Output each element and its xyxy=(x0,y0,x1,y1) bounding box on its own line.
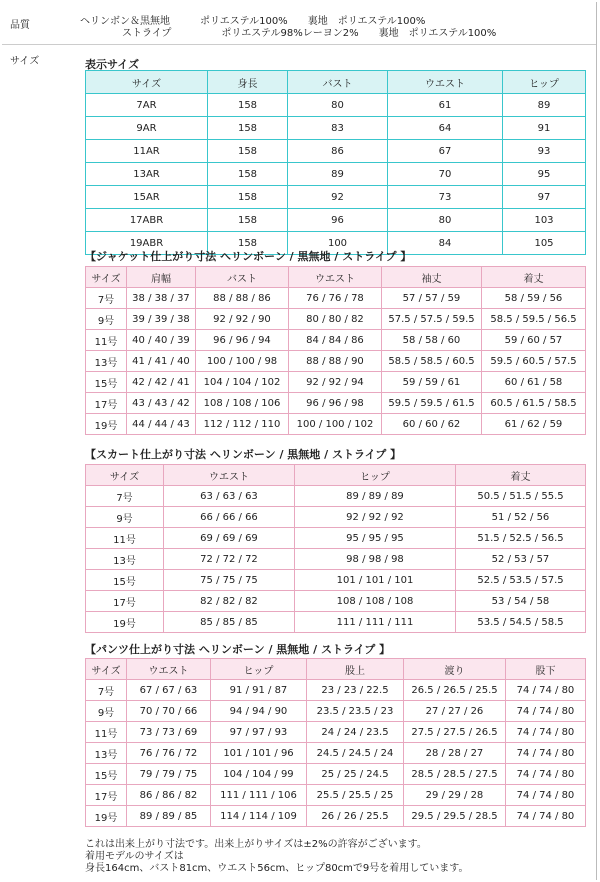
table-row xyxy=(86,528,586,549)
table-cell: 11号 xyxy=(86,722,127,743)
table-cell: 15AR xyxy=(86,186,208,209)
table-cell: 27.5 / 27.5 / 26.5 xyxy=(404,722,506,743)
table-cell: 29.5 / 29.5 / 28.5 xyxy=(404,806,506,827)
table-cell: 101 / 101 / 101 xyxy=(295,570,456,591)
table-cell: 13号 xyxy=(86,351,127,372)
quality-label: 品質 xyxy=(10,20,30,31)
table-row xyxy=(86,288,586,309)
table-cell: 19ABR xyxy=(86,232,208,255)
table-cell: 95 xyxy=(503,163,586,186)
table-cell: 24 / 24 / 23.5 xyxy=(307,722,404,743)
table-cell: 91 xyxy=(503,117,586,140)
table-cell: 74 / 74 / 80 xyxy=(506,680,586,701)
table-cell: 66 / 66 / 66 xyxy=(164,507,295,528)
table-cell: 7号 xyxy=(86,486,164,507)
table-cell: 44 / 44 / 43 xyxy=(127,414,196,435)
divider xyxy=(2,44,596,45)
table-row xyxy=(86,414,586,435)
table-cell: 15号 xyxy=(86,372,127,393)
table-cell: 57.5 / 57.5 / 59.5 xyxy=(382,309,482,330)
table-row xyxy=(86,612,586,633)
jacket-header-row xyxy=(86,267,586,288)
table-cell: 11号 xyxy=(86,528,164,549)
table-cell: 92 / 92 / 94 xyxy=(289,372,382,393)
skirt-header-row xyxy=(86,465,586,486)
table-cell: 28.5 / 28.5 / 27.5 xyxy=(404,764,506,785)
table-cell: 112 / 112 / 110 xyxy=(196,414,289,435)
display_size-header-row xyxy=(86,71,586,94)
column-header: サイズ xyxy=(86,465,164,486)
table-row xyxy=(86,507,586,528)
table-cell: 94 / 94 / 90 xyxy=(211,701,307,722)
column-header: サイズ xyxy=(86,71,208,94)
column-header: ウエスト xyxy=(388,71,503,94)
table-cell: 7AR xyxy=(86,94,208,117)
note-2: 着用モデルのサイズは xyxy=(85,851,184,862)
table-row xyxy=(86,486,586,507)
table-cell: 105 xyxy=(503,232,586,255)
table-row xyxy=(86,140,586,163)
table-cell: 58 / 59 / 56 xyxy=(482,288,586,309)
table-cell: 43 / 43 / 42 xyxy=(127,393,196,414)
table-cell: 19号 xyxy=(86,806,127,827)
table-cell: 13号 xyxy=(86,549,164,570)
table-cell: 73 xyxy=(388,186,503,209)
table-cell: 84 / 84 / 86 xyxy=(289,330,382,351)
table-cell: 7号 xyxy=(86,288,127,309)
table-cell: 23.5 / 23.5 / 23 xyxy=(307,701,404,722)
column-header: 股下 xyxy=(506,659,586,680)
table-cell: 59 / 60 / 57 xyxy=(482,330,586,351)
table-cell: 60 / 60 / 62 xyxy=(382,414,482,435)
table-cell: 51 / 52 / 56 xyxy=(456,507,586,528)
column-header: 股上 xyxy=(307,659,404,680)
table-cell: 9号 xyxy=(86,507,164,528)
table-cell: 93 xyxy=(503,140,586,163)
skirt-title: 【スカート仕上がり寸法 ヘリンボーン / 黒無地 / ストライプ 】 xyxy=(85,448,402,461)
table-cell: 88 / 88 / 90 xyxy=(289,351,382,372)
table-cell: 74 / 74 / 80 xyxy=(506,701,586,722)
table-cell: 158 xyxy=(208,140,288,163)
table-cell: 52 / 53 / 57 xyxy=(456,549,586,570)
table-cell: 95 / 95 / 95 xyxy=(295,528,456,549)
table-cell: 76 / 76 / 78 xyxy=(289,288,382,309)
table-row xyxy=(86,785,586,806)
table-row xyxy=(86,680,586,701)
table-cell: 19号 xyxy=(86,414,127,435)
table-cell: 96 / 96 / 98 xyxy=(289,393,382,414)
column-header: ウエスト xyxy=(164,465,295,486)
column-header: 着丈 xyxy=(456,465,586,486)
table-row xyxy=(86,743,586,764)
table-cell: 98 / 98 / 98 xyxy=(295,549,456,570)
table-cell: 158 xyxy=(208,232,288,255)
table-cell: 52.5 / 53.5 / 57.5 xyxy=(456,570,586,591)
table-cell: 74 / 74 / 80 xyxy=(506,722,586,743)
table-row xyxy=(86,117,586,140)
column-header: バスト xyxy=(196,267,289,288)
table-cell: 114 / 114 / 109 xyxy=(211,806,307,827)
table-cell: 13号 xyxy=(86,743,127,764)
table-cell: 79 / 79 / 75 xyxy=(127,764,211,785)
table-cell: 60 / 61 / 58 xyxy=(482,372,586,393)
table-cell: 89 / 89 / 89 xyxy=(295,486,456,507)
table-cell: 74 / 74 / 80 xyxy=(506,743,586,764)
table-cell: 64 xyxy=(388,117,503,140)
table-cell: 74 / 74 / 80 xyxy=(506,785,586,806)
display-size-title: 表示サイズ xyxy=(85,58,140,71)
table-row xyxy=(86,351,586,372)
column-header: 着丈 xyxy=(482,267,586,288)
table-cell: 40 / 40 / 39 xyxy=(127,330,196,351)
table-cell: 59.5 / 60.5 / 57.5 xyxy=(482,351,586,372)
display-size-table xyxy=(85,70,586,255)
table-cell: 111 / 111 / 111 xyxy=(295,612,456,633)
skirt-table xyxy=(85,464,586,633)
table-cell: 41 / 41 / 40 xyxy=(127,351,196,372)
table-cell: 104 / 104 / 99 xyxy=(211,764,307,785)
table-cell: 91 / 91 / 87 xyxy=(211,680,307,701)
pants-table xyxy=(85,658,586,827)
table-cell: 15号 xyxy=(86,570,164,591)
table-cell: 61 / 62 / 59 xyxy=(482,414,586,435)
table-row xyxy=(86,330,586,351)
table-cell: 57 / 57 / 59 xyxy=(382,288,482,309)
table-cell: 67 / 67 / 63 xyxy=(127,680,211,701)
table-cell: 74 / 74 / 80 xyxy=(506,764,586,785)
table-row xyxy=(86,591,586,612)
table-cell: 97 xyxy=(503,186,586,209)
table-cell: 38 / 38 / 37 xyxy=(127,288,196,309)
table-cell: 85 / 85 / 85 xyxy=(164,612,295,633)
table-cell: 88 / 88 / 86 xyxy=(196,288,289,309)
column-header: サイズ xyxy=(86,267,127,288)
table-cell: 89 xyxy=(503,94,586,117)
table-cell: 59.5 / 59.5 / 61.5 xyxy=(382,393,482,414)
table-cell: 17号 xyxy=(86,393,127,414)
table-cell: 101 / 101 / 96 xyxy=(211,743,307,764)
table-cell: 97 / 97 / 93 xyxy=(211,722,307,743)
table-cell: 39 / 39 / 38 xyxy=(127,309,196,330)
table-cell: 89 / 89 / 85 xyxy=(127,806,211,827)
table-cell: 83 xyxy=(288,117,388,140)
table-cell: 11号 xyxy=(86,330,127,351)
table-cell: 9AR xyxy=(86,117,208,140)
table-cell: 82 / 82 / 82 xyxy=(164,591,295,612)
table-cell: 72 / 72 / 72 xyxy=(164,549,295,570)
pants-title: 【パンツ仕上がり寸法 ヘリンボーン / 黒無地 / ストライプ 】 xyxy=(85,643,391,656)
column-header: ヒップ xyxy=(211,659,307,680)
table-cell: 100 / 100 / 98 xyxy=(196,351,289,372)
table-cell: 76 / 76 / 72 xyxy=(127,743,211,764)
table-cell: 13AR xyxy=(86,163,208,186)
note-3: 身長164cm、バスト81cm、ウエスト56cm、ヒップ80cmで9号を着用しています。 xyxy=(85,863,469,874)
table-cell: 111 / 111 / 106 xyxy=(211,785,307,806)
table-cell: 25 / 25 / 24.5 xyxy=(307,764,404,785)
table-cell: 58.5 / 58.5 / 60.5 xyxy=(382,351,482,372)
table-row xyxy=(86,570,586,591)
table-cell: 63 / 63 / 63 xyxy=(164,486,295,507)
table-cell: 9号 xyxy=(86,309,127,330)
table-cell: 96 xyxy=(288,209,388,232)
table-cell: 89 xyxy=(288,163,388,186)
note-1: これは出来上がり寸法です。出来上がりサイズは±2%の許容がございます。 xyxy=(85,839,427,850)
table-cell: 100 / 100 / 102 xyxy=(289,414,382,435)
table-row xyxy=(86,701,586,722)
table-cell: 24.5 / 24.5 / 24 xyxy=(307,743,404,764)
table-cell: 104 / 104 / 102 xyxy=(196,372,289,393)
table-cell: 26 / 26 / 25.5 xyxy=(307,806,404,827)
column-header: 渡り xyxy=(404,659,506,680)
table-cell: 53.5 / 54.5 / 58.5 xyxy=(456,612,586,633)
table-cell: 27 / 27 / 26 xyxy=(404,701,506,722)
table-row xyxy=(86,372,586,393)
column-header: バスト xyxy=(288,71,388,94)
table-cell: 108 / 108 / 106 xyxy=(196,393,289,414)
material-line-1: ヘリンボン＆黒無地 ポリエステル100% 裏地 ポリエステル100% xyxy=(80,16,426,27)
material-line-2: ストライプ ポリエステル98%レーヨン2% 裏地 ポリエステル100% xyxy=(122,28,497,39)
table-cell: 80 xyxy=(388,209,503,232)
table-cell: 70 / 70 / 66 xyxy=(127,701,211,722)
table-cell: 86 / 86 / 82 xyxy=(127,785,211,806)
table-cell: 19号 xyxy=(86,612,164,633)
table-cell: 51.5 / 52.5 / 56.5 xyxy=(456,528,586,549)
table-cell: 80 xyxy=(288,94,388,117)
table-cell: 92 xyxy=(288,186,388,209)
column-header: 身長 xyxy=(208,71,288,94)
table-cell: 9号 xyxy=(86,701,127,722)
table-cell: 158 xyxy=(208,186,288,209)
table-row xyxy=(86,549,586,570)
table-row xyxy=(86,186,586,209)
jacket-title: 【ジャケット仕上がり寸法 ヘリンボーン / 黒無地 / ストライプ 】 xyxy=(85,250,412,263)
table-cell: 158 xyxy=(208,94,288,117)
column-header: 袖丈 xyxy=(382,267,482,288)
table-cell: 103 xyxy=(503,209,586,232)
table-cell: 25.5 / 25.5 / 25 xyxy=(307,785,404,806)
table-cell: 42 / 42 / 41 xyxy=(127,372,196,393)
column-header: ウエスト xyxy=(289,267,382,288)
table-row xyxy=(86,393,586,414)
table-cell: 7号 xyxy=(86,680,127,701)
column-header: サイズ xyxy=(86,659,127,680)
table-row xyxy=(86,722,586,743)
table-cell: 73 / 73 / 69 xyxy=(127,722,211,743)
table-cell: 58.5 / 59.5 / 56.5 xyxy=(482,309,586,330)
column-header: ヒップ xyxy=(503,71,586,94)
table-cell: 17号 xyxy=(86,591,164,612)
column-header: ヒップ xyxy=(295,465,456,486)
column-header: 肩幅 xyxy=(127,267,196,288)
table-cell: 158 xyxy=(208,209,288,232)
table-cell: 60.5 / 61.5 / 58.5 xyxy=(482,393,586,414)
size-label: サイズ xyxy=(10,56,40,67)
table-cell: 26.5 / 26.5 / 25.5 xyxy=(404,680,506,701)
table-cell: 74 / 74 / 80 xyxy=(506,806,586,827)
table-cell: 100 xyxy=(288,232,388,255)
table-cell: 67 xyxy=(388,140,503,163)
table-row xyxy=(86,209,586,232)
table-cell: 158 xyxy=(208,117,288,140)
table-cell: 23 / 23 / 22.5 xyxy=(307,680,404,701)
table-cell: 17ABR xyxy=(86,209,208,232)
table-row xyxy=(86,764,586,785)
table-cell: 96 / 96 / 94 xyxy=(196,330,289,351)
jacket-table xyxy=(85,266,586,435)
pants-header-row xyxy=(86,659,586,680)
table-row xyxy=(86,806,586,827)
table-cell: 69 / 69 / 69 xyxy=(164,528,295,549)
table-cell: 86 xyxy=(288,140,388,163)
table-cell: 17号 xyxy=(86,785,127,806)
table-row xyxy=(86,94,586,117)
table-cell: 11AR xyxy=(86,140,208,163)
table-cell: 75 / 75 / 75 xyxy=(164,570,295,591)
table-cell: 80 / 80 / 82 xyxy=(289,309,382,330)
table-cell: 53 / 54 / 58 xyxy=(456,591,586,612)
column-header: ウエスト xyxy=(127,659,211,680)
table-cell: 84 xyxy=(388,232,503,255)
table-cell: 158 xyxy=(208,163,288,186)
table-cell: 108 / 108 / 108 xyxy=(295,591,456,612)
table-cell: 28 / 28 / 27 xyxy=(404,743,506,764)
table-row xyxy=(86,309,586,330)
table-row xyxy=(86,163,586,186)
table-cell: 59 / 59 / 61 xyxy=(382,372,482,393)
table-cell: 15号 xyxy=(86,764,127,785)
table-cell: 61 xyxy=(388,94,503,117)
table-cell: 92 / 92 / 92 xyxy=(295,507,456,528)
table-cell: 70 xyxy=(388,163,503,186)
table-cell: 58 / 58 / 60 xyxy=(382,330,482,351)
table-cell: 92 / 92 / 90 xyxy=(196,309,289,330)
table-cell: 50.5 / 51.5 / 55.5 xyxy=(456,486,586,507)
table-cell: 29 / 29 / 28 xyxy=(404,785,506,806)
